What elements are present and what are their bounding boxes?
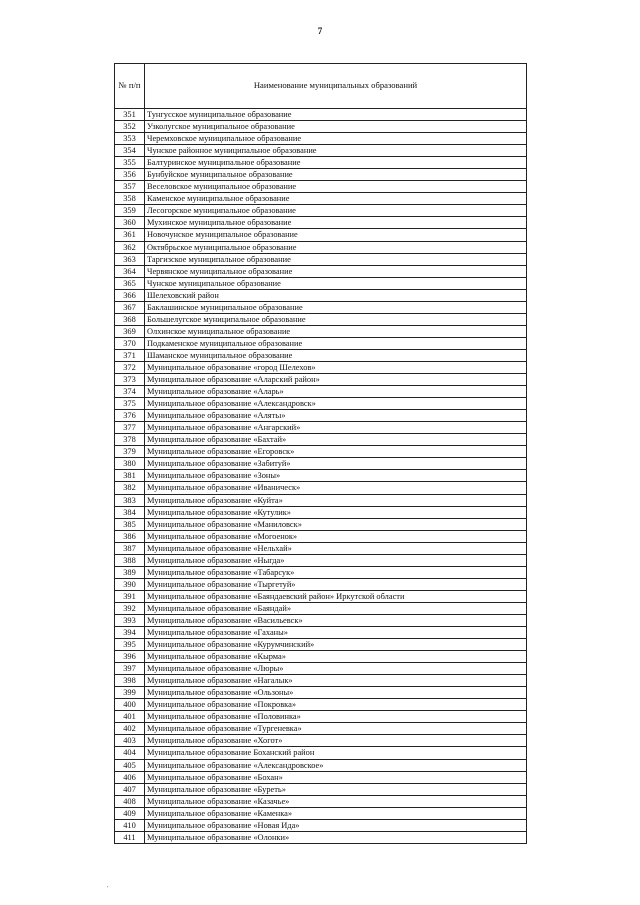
row-name: Муниципальное образование «Тыргетуй» xyxy=(145,578,527,590)
row-name: Муниципальное образование «Бохан» xyxy=(145,771,527,783)
row-name: Узколугское муниципальное образование xyxy=(145,121,527,133)
row-number: 355 xyxy=(115,157,145,169)
row-number: 352 xyxy=(115,121,145,133)
row-number: 376 xyxy=(115,410,145,422)
table-row xyxy=(115,458,527,470)
table-row xyxy=(115,542,527,554)
row-number: 402 xyxy=(115,723,145,735)
table-row xyxy=(115,807,527,819)
table-row xyxy=(115,470,527,482)
row-number: 401 xyxy=(115,711,145,723)
table-row xyxy=(115,205,527,217)
row-name: Муниципальное образование «Тургеневка» xyxy=(145,723,527,735)
row-number: 411 xyxy=(115,831,145,843)
row-number: 368 xyxy=(115,313,145,325)
row-number: 358 xyxy=(115,193,145,205)
table-row xyxy=(115,735,527,747)
table-row xyxy=(115,109,527,121)
row-name: Муниципальное образование «Васильевск» xyxy=(145,614,527,626)
row-number: 366 xyxy=(115,289,145,301)
row-name: Муниципальное образование «Каменка» xyxy=(145,807,527,819)
table-row xyxy=(115,145,527,157)
row-number: 396 xyxy=(115,651,145,663)
table-row xyxy=(115,482,527,494)
row-number: 381 xyxy=(115,470,145,482)
row-name: Муниципальное образование «Аларский район» xyxy=(145,374,527,386)
table-row xyxy=(115,590,527,602)
row-name: Черемховское муниципальное образование xyxy=(145,133,527,145)
row-name: Большелугское муниципальное образование xyxy=(145,313,527,325)
row-name: Муниципальное образование «Бахтай» xyxy=(145,434,527,446)
row-number: 370 xyxy=(115,337,145,349)
row-name: Муниципальное образование «Егоровск» xyxy=(145,446,527,458)
row-number: 359 xyxy=(115,205,145,217)
table-row xyxy=(115,711,527,723)
row-name: Муниципальное образование «город Шелехов» xyxy=(145,361,527,373)
row-name: Тунгусское муниципальное образование xyxy=(145,109,527,121)
table-row xyxy=(115,831,527,843)
table-row xyxy=(115,747,527,759)
table-row xyxy=(115,687,527,699)
table-row xyxy=(115,518,527,530)
table-row xyxy=(115,349,527,361)
table-row xyxy=(115,229,527,241)
row-number: 398 xyxy=(115,675,145,687)
row-name: Олхинское муниципальное образование xyxy=(145,325,527,337)
table-row xyxy=(115,663,527,675)
table-row xyxy=(115,133,527,145)
table-row xyxy=(115,771,527,783)
row-number: 371 xyxy=(115,349,145,361)
row-name: Веселовское муниципальное образование xyxy=(145,181,527,193)
row-name: Муниципальное образование «Забитуй» xyxy=(145,458,527,470)
table-row xyxy=(115,241,527,253)
row-name: Чунское районное муниципальное образование xyxy=(145,145,527,157)
row-name: Таргизское муниципальное образование xyxy=(145,253,527,265)
table-row xyxy=(115,614,527,626)
row-name: Муниципальное образование «Зоны» xyxy=(145,470,527,482)
row-number: 408 xyxy=(115,795,145,807)
row-number: 388 xyxy=(115,554,145,566)
table-row xyxy=(115,169,527,181)
table-row xyxy=(115,602,527,614)
row-number: 410 xyxy=(115,819,145,831)
header-name: Наименование муниципальных образований xyxy=(145,64,527,109)
row-number: 379 xyxy=(115,446,145,458)
row-number: 403 xyxy=(115,735,145,747)
row-number: 387 xyxy=(115,542,145,554)
row-name: Балтуринское муниципальное образование xyxy=(145,157,527,169)
row-number: 353 xyxy=(115,133,145,145)
table-row xyxy=(115,193,527,205)
row-name: Муниципальное образование «Ныгда» xyxy=(145,554,527,566)
row-number: 363 xyxy=(115,253,145,265)
row-number: 409 xyxy=(115,807,145,819)
row-name: Муниципальное образование «Покровка» xyxy=(145,699,527,711)
row-name: Баклашинское муниципальное образование xyxy=(145,301,527,313)
row-number: 377 xyxy=(115,422,145,434)
row-number: 372 xyxy=(115,361,145,373)
table-row xyxy=(115,422,527,434)
row-name: Муниципальное образование «Баяндай» xyxy=(145,602,527,614)
row-name: Червянское муниципальное образование xyxy=(145,265,527,277)
row-name: Шаманское муниципальное образование xyxy=(145,349,527,361)
table-row xyxy=(115,265,527,277)
row-name: Октябрьское муниципальное образование xyxy=(145,241,527,253)
table-row xyxy=(115,253,527,265)
row-number: 397 xyxy=(115,663,145,675)
footer-mark: ' xyxy=(107,886,109,892)
row-name: Муниципальное образование «Люры» xyxy=(145,663,527,675)
table-row xyxy=(115,578,527,590)
table-row xyxy=(115,783,527,795)
row-number: 395 xyxy=(115,639,145,651)
table-row xyxy=(115,566,527,578)
row-name: Лесогорское муниципальное образование xyxy=(145,205,527,217)
row-name: Муниципальное образование «Александровское» xyxy=(145,759,527,771)
row-number: 404 xyxy=(115,747,145,759)
row-name: Муниципальное образование «Аларь» xyxy=(145,386,527,398)
table-row xyxy=(115,494,527,506)
row-number: 393 xyxy=(115,614,145,626)
row-name: Муниципальное образование «Могоенок» xyxy=(145,530,527,542)
row-name: Шелеховский район xyxy=(145,289,527,301)
table-row xyxy=(115,398,527,410)
row-name: Муниципальное образование «Половинка» xyxy=(145,711,527,723)
table-row xyxy=(115,313,527,325)
row-number: 383 xyxy=(115,494,145,506)
table-body xyxy=(115,109,527,844)
row-name: Муниципальное образование «Александровск» xyxy=(145,398,527,410)
row-number: 362 xyxy=(115,241,145,253)
row-name: Муниципальное образование «Олонки» xyxy=(145,831,527,843)
row-name: Муниципальное образование «Ангарский» xyxy=(145,422,527,434)
row-number: 365 xyxy=(115,277,145,289)
table-row xyxy=(115,819,527,831)
row-number: 392 xyxy=(115,602,145,614)
table-row xyxy=(115,337,527,349)
row-number: 400 xyxy=(115,699,145,711)
row-name: Муниципальное образование «Курумчинский» xyxy=(145,639,527,651)
row-name: Муниципальное образование «Казачье» xyxy=(145,795,527,807)
table-row xyxy=(115,121,527,133)
row-name: Новочунское муниципальное образование xyxy=(145,229,527,241)
row-number: 354 xyxy=(115,145,145,157)
row-name: Мухинское муниципальное образование xyxy=(145,217,527,229)
row-number: 391 xyxy=(115,590,145,602)
table-row xyxy=(115,277,527,289)
table-row xyxy=(115,386,527,398)
row-name: Подкаменское муниципальное образование xyxy=(145,337,527,349)
row-number: 375 xyxy=(115,398,145,410)
row-number: 374 xyxy=(115,386,145,398)
row-name: Муниципальное образование «Новая Ида» xyxy=(145,819,527,831)
row-number: 407 xyxy=(115,783,145,795)
row-name: Муниципальное образование «Нагалык» xyxy=(145,675,527,687)
row-name: Муниципальное образование «Ользоны» xyxy=(145,687,527,699)
row-number: 357 xyxy=(115,181,145,193)
page-number: 7 xyxy=(317,26,323,36)
table-row xyxy=(115,446,527,458)
table-row xyxy=(115,627,527,639)
table-row xyxy=(115,699,527,711)
row-number: 384 xyxy=(115,506,145,518)
row-name: Муниципальное образование «Алятьı» xyxy=(145,410,527,422)
row-number: 351 xyxy=(115,109,145,121)
table-row xyxy=(115,795,527,807)
row-number: 386 xyxy=(115,530,145,542)
row-number: 367 xyxy=(115,301,145,313)
row-number: 360 xyxy=(115,217,145,229)
row-number: 405 xyxy=(115,759,145,771)
table-header-row xyxy=(115,64,527,109)
row-number: 389 xyxy=(115,566,145,578)
row-name: Чунское муниципальное образование xyxy=(145,277,527,289)
row-number: 361 xyxy=(115,229,145,241)
row-name: Муниципальное образование «Хогот» xyxy=(145,735,527,747)
row-number: 369 xyxy=(115,325,145,337)
table-row xyxy=(115,723,527,735)
row-name: Муниципальное образование «Кырма» xyxy=(145,651,527,663)
row-number: 380 xyxy=(115,458,145,470)
table-row xyxy=(115,217,527,229)
row-number: 385 xyxy=(115,518,145,530)
row-name: Муниципальное образование «Нельхай» xyxy=(145,542,527,554)
row-number: 364 xyxy=(115,265,145,277)
row-number: 373 xyxy=(115,374,145,386)
table-row xyxy=(115,651,527,663)
row-name: Бунбуйское муниципальное образование xyxy=(145,169,527,181)
row-name: Муниципальное образование «Куйта» xyxy=(145,494,527,506)
row-name: Каменское муниципальное образование xyxy=(145,193,527,205)
row-number: 356 xyxy=(115,169,145,181)
table-row xyxy=(115,325,527,337)
table-row xyxy=(115,181,527,193)
table-row xyxy=(115,410,527,422)
row-number: 394 xyxy=(115,627,145,639)
table-row xyxy=(115,301,527,313)
table-row xyxy=(115,434,527,446)
table-row xyxy=(115,374,527,386)
row-name: Муниципальное образование «Табарсук» xyxy=(145,566,527,578)
row-name: Муниципальное образование «Баяндаевский район» Иркутской области xyxy=(145,590,527,602)
table-row xyxy=(115,361,527,373)
table-row xyxy=(115,157,527,169)
municipalities-table xyxy=(114,63,527,844)
row-number: 378 xyxy=(115,434,145,446)
row-name: Муниципальное образование «Буреть» xyxy=(145,783,527,795)
row-name: Муниципальное образование «Кутулик» xyxy=(145,506,527,518)
row-number: 382 xyxy=(115,482,145,494)
table-row xyxy=(115,675,527,687)
table-row xyxy=(115,506,527,518)
table-row xyxy=(115,530,527,542)
table-row xyxy=(115,554,527,566)
table-row xyxy=(115,289,527,301)
table-row xyxy=(115,639,527,651)
row-name: Муниципальное образование «Гаханы» xyxy=(145,627,527,639)
row-number: 399 xyxy=(115,687,145,699)
row-name: Муниципальное образование Боханский район xyxy=(145,747,527,759)
row-number: 406 xyxy=(115,771,145,783)
row-name: Муниципальное образование «Маниловск» xyxy=(145,518,527,530)
row-name: Муниципальное образование «Иваническ» xyxy=(145,482,527,494)
table-row xyxy=(115,759,527,771)
header-number: № п/п xyxy=(115,64,145,109)
row-number: 390 xyxy=(115,578,145,590)
